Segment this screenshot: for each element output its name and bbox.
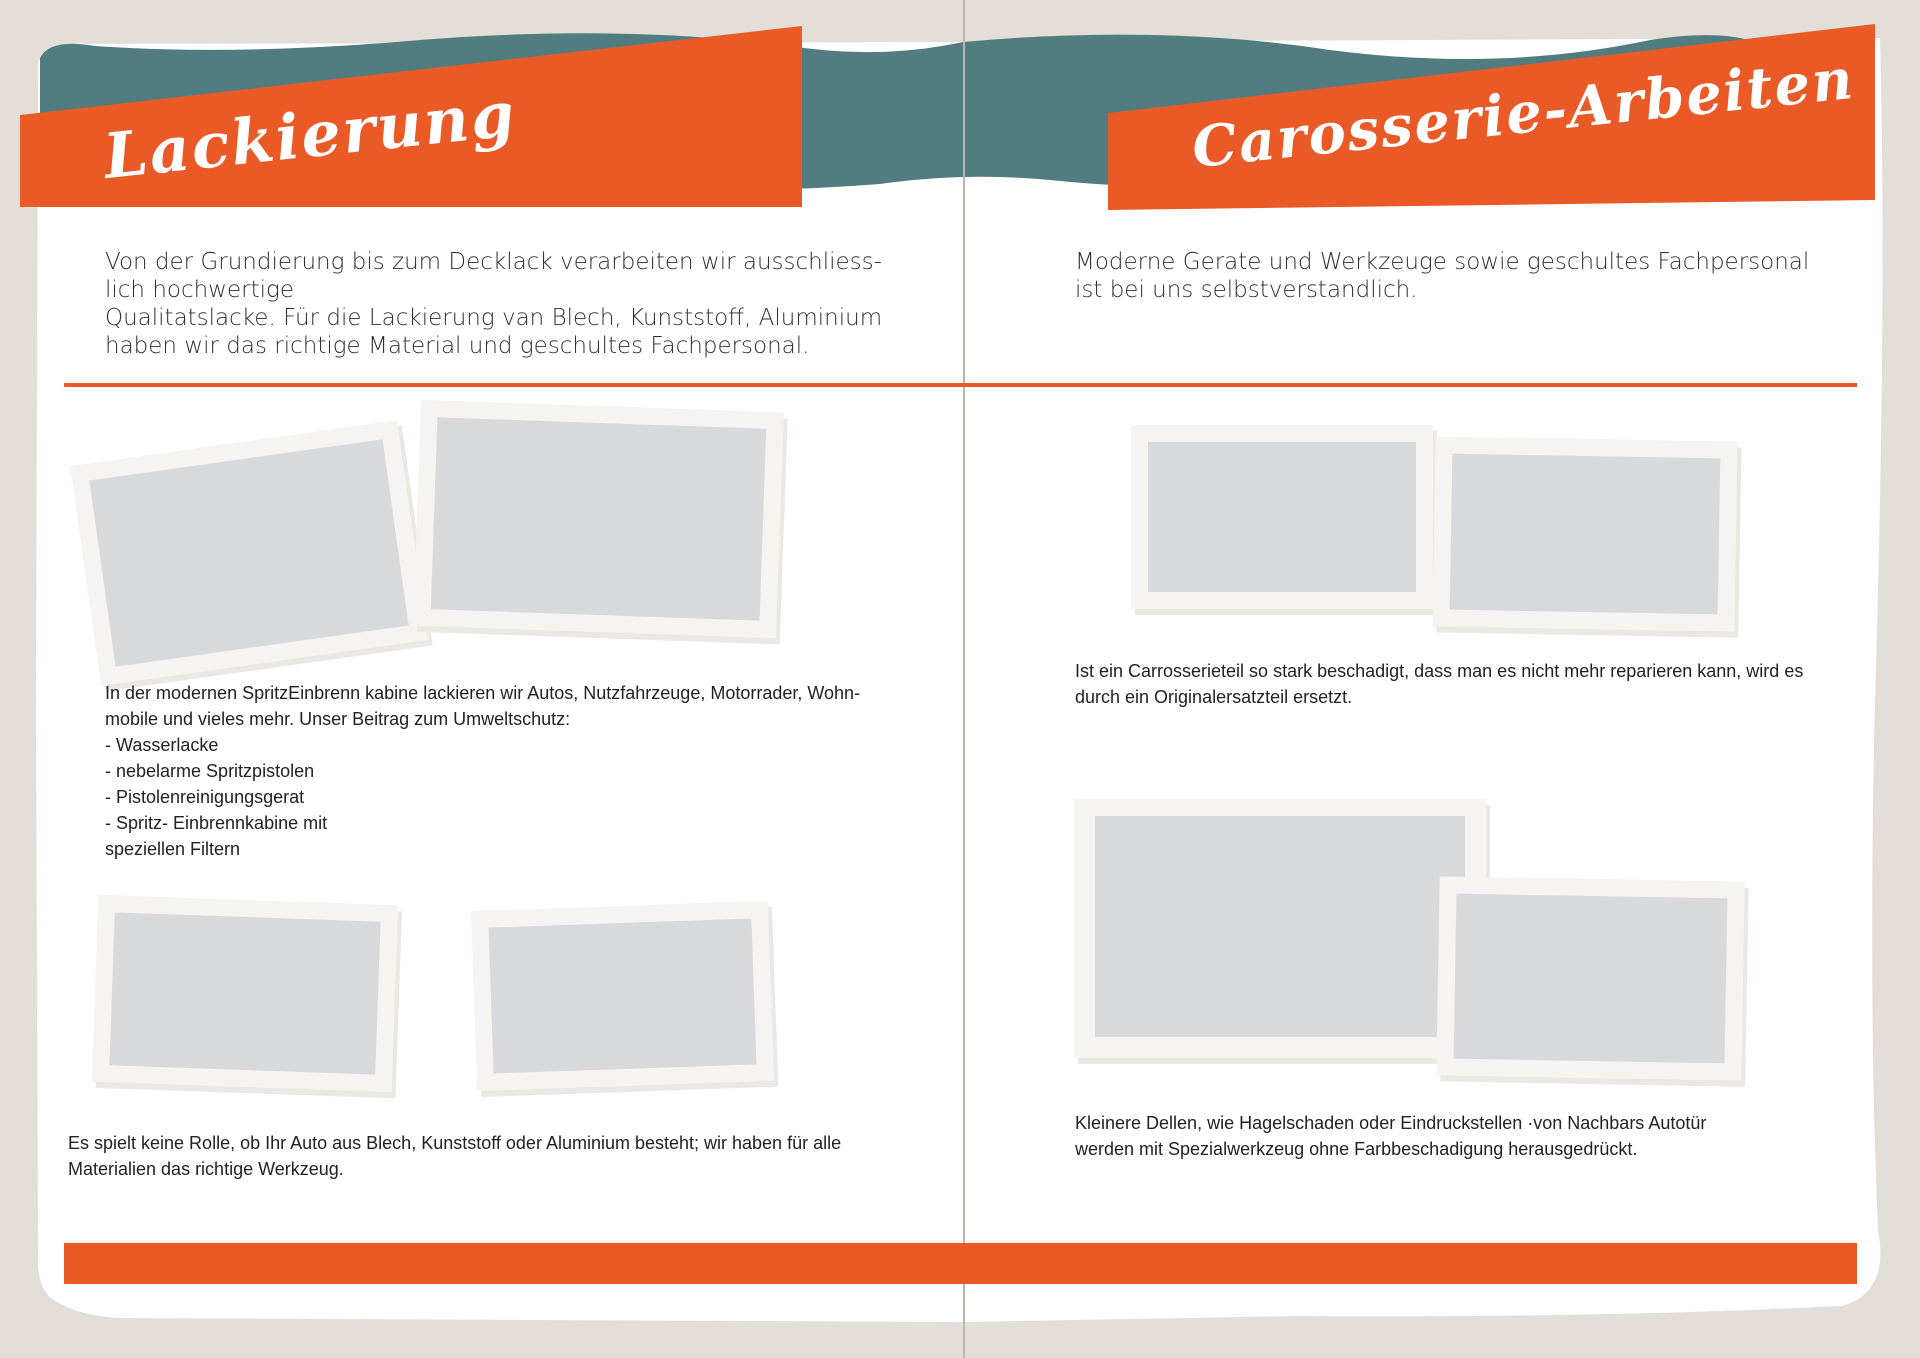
left-body-text-1: In der modernen SpritzEinbrenn kabine lackieren wir Autos, Nutzfahrzeuge, Motorrader, Wohn- mobile und vieles mehr. Unser Beitrag zum Umweltschutz: - Wasserlacke - nebelarme Spritzpistolen - Pistolenreinigungsgerat - Spritz- Einbrennkabine mit speziellen Filtern bbox=[105, 683, 861, 859]
photo-placeholder bbox=[1148, 442, 1416, 592]
photo-placeholder bbox=[489, 918, 757, 1073]
photo-frame bbox=[1436, 876, 1744, 1080]
photo-placeholder bbox=[89, 439, 408, 666]
left-intro-text: Von der Grundierung bis zum Decklack verarbeiten wir ausschliess- lich hochwertige Qualitatslacke. Für die Lackierung van Blech, Kunststoff, Aluminium haben wir das richtige Material und geschultes Fachpersonal. bbox=[105, 249, 883, 359]
photo-frame bbox=[70, 420, 428, 686]
photo-frame bbox=[413, 400, 784, 639]
page-fold bbox=[963, 0, 965, 1358]
photo-frame bbox=[1432, 436, 1737, 631]
photo-placeholder bbox=[1450, 454, 1721, 615]
section-divider bbox=[64, 383, 1857, 387]
photo-placeholder bbox=[431, 417, 767, 620]
bottom-accent-bar bbox=[64, 1243, 1857, 1284]
right-intro-text: Moderne Gerate und Werkzeuge sowie geschultes Fachpersonal ist bei uns selbstverstandlich. bbox=[1075, 249, 1810, 303]
photo-placeholder bbox=[1095, 816, 1465, 1037]
photo-frame bbox=[471, 901, 774, 1091]
photo-frame bbox=[1131, 425, 1433, 609]
photo-frame bbox=[1074, 799, 1486, 1058]
right-page-title: Carosserie-Arbeiten bbox=[1189, 45, 1858, 182]
left-page-title: Lackierung bbox=[100, 77, 520, 193]
photo-frame bbox=[92, 895, 398, 1092]
photo-placeholder bbox=[109, 912, 380, 1074]
photo-placeholder bbox=[1454, 894, 1728, 1064]
right-body-text-2: Kleinere Dellen, wie Hagelschaden oder Eindruckstellen ·von Nachbars Autotür werden mit Spezialwerkzeug ohne Farbbeschadigung herausgedrückt. bbox=[1075, 1113, 1707, 1159]
left-body-text-2: Es spielt keine Rolle, ob Ihr Auto aus Blech, Kunststoff oder Aluminium besteht; wir haben für alle Materialien das richtige Werkzeug. bbox=[68, 1133, 842, 1179]
right-body-text-1: Ist ein Carrosserieteil so stark beschadigt, dass man es nicht mehr reparieren kann, wird es durch ein Originalersatzteil ersetzt. bbox=[1075, 661, 1804, 707]
